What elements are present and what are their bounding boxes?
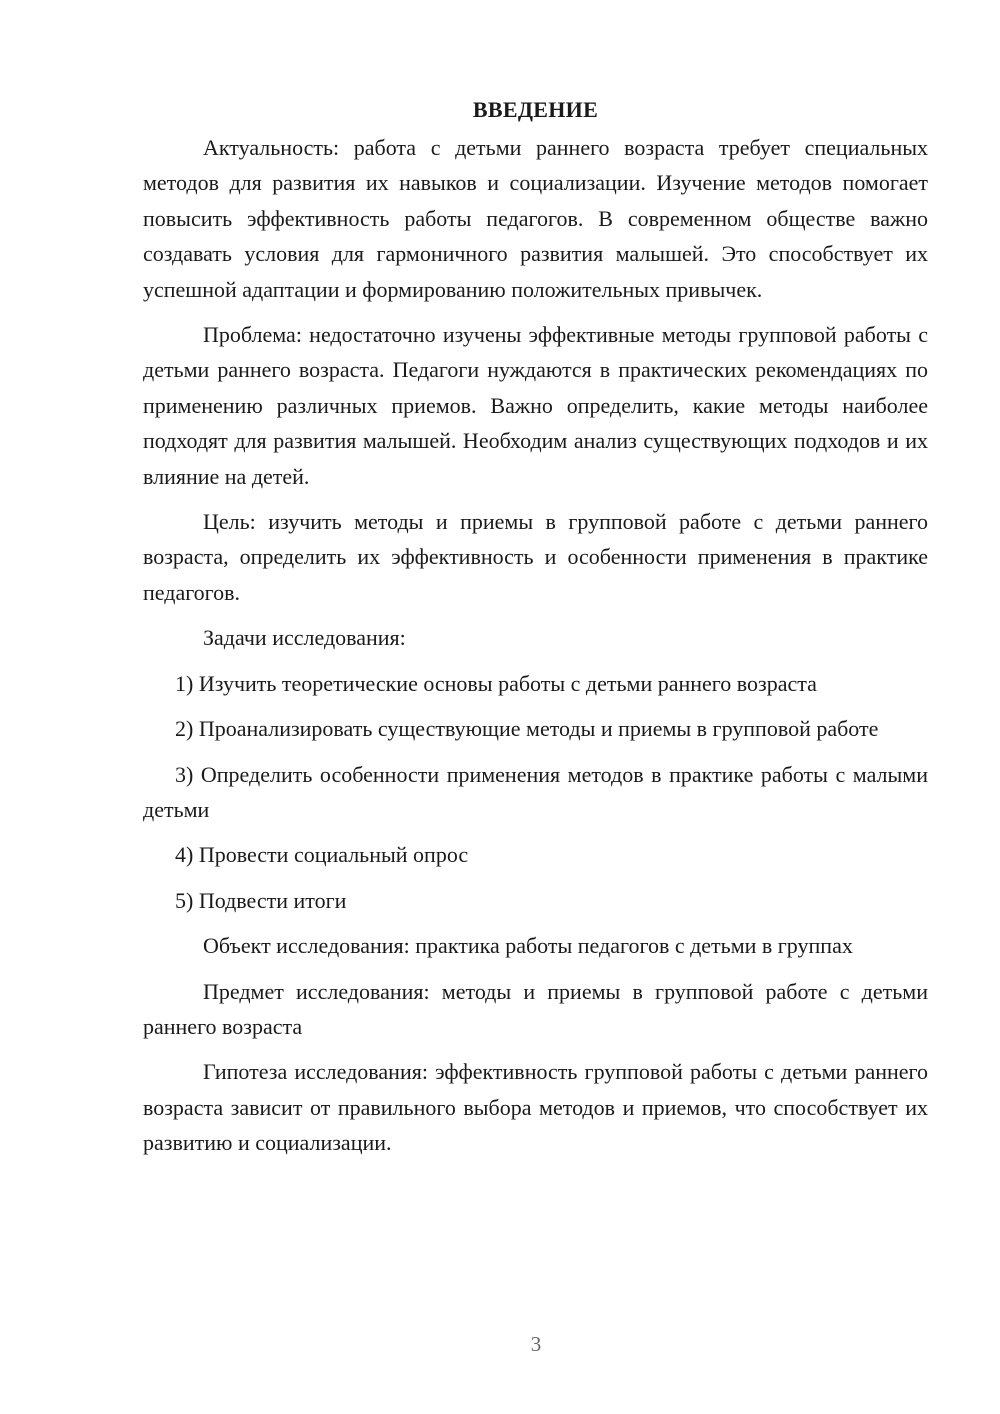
object-paragraph: Объект исследования: практика работы педагогов с детьми в группах xyxy=(203,933,853,959)
problem-paragraph: Проблема: недостаточно изучены эффективные методы групповой работы с детьми раннего возраста. Педагоги нуждаются в практических рекомендациях по применению различных приемов. Важно определить, какие методы наиболее подходят для развития малышей. Необходим анализ существующих подходов и их влияние на детей. xyxy=(143,322,928,489)
task-item-4: 4) Провести социальный опрос xyxy=(175,842,469,868)
task-item-5: 5) Подвести итоги xyxy=(175,887,347,913)
task-item-3: 3) Определить особенности применения методов в практике работы с малыми детьми xyxy=(143,761,928,822)
hypothesis-paragraph: Гипотеза исследования: эффективность групповой работы с детьми раннего возраста зависит от правильного выбора методов и приемов, что способствует их развитию и социализации. xyxy=(143,1059,928,1156)
page-content xyxy=(143,92,928,1171)
page-number: 3 xyxy=(530,1332,542,1356)
task-item-2: 2) Проанализировать существующие методы и приемы в групповой работе xyxy=(175,716,879,742)
tasks-title: Задачи исследования: xyxy=(203,625,406,651)
subject-paragraph: Предмет исследования: методы и приемы в групповой работе с детьми раннего возраста xyxy=(143,978,928,1039)
relevance-paragraph: Актуальность: работа с детьми раннего возраста требует специальных методов для развития их навыков и социализации. Изучение методов помогает повысить эффективность работы педагогов. В современном обществе важно создавать условия для гармоничного развития малышей. Это способствует их успешной адаптации и формированию положительных привычек. xyxy=(143,135,928,302)
goal-paragraph: Цель: изучить методы и приемы в групповой работе с детьми раннего возраста, определить их эффективность и особенности применения в практике педагогов. xyxy=(143,509,928,605)
task-item-1: 1) Изучить теоретические основы работы с детьми раннего возраста xyxy=(175,670,817,696)
section-heading: ВВЕДЕНИЕ xyxy=(472,97,599,122)
